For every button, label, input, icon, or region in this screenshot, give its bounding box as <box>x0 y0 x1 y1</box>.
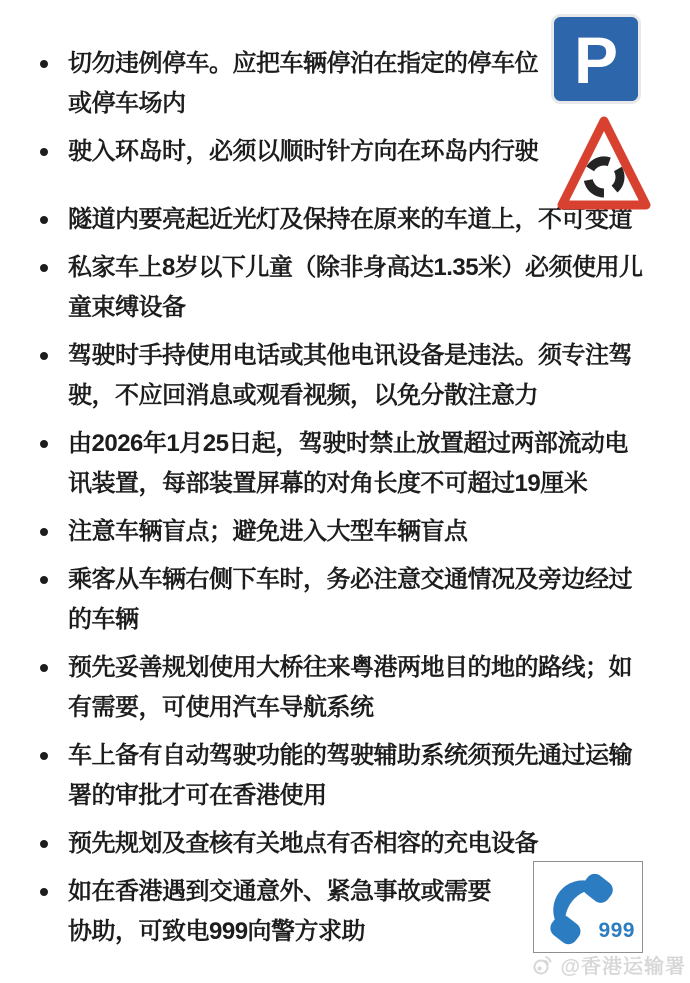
rule-item <box>40 560 650 640</box>
roundabout-triangle-icon <box>556 113 652 215</box>
rule-item <box>40 648 650 728</box>
rule-item <box>40 736 650 816</box>
rule-item <box>40 248 650 328</box>
rule-text: 驶入环岛时，必须以顺时针方向在环岛内行驶 <box>68 138 538 165</box>
parking-sign <box>551 14 641 104</box>
watermark-text: @香港运输署 <box>560 956 686 978</box>
bullet-dot <box>40 440 48 448</box>
bullet-dot <box>40 264 48 272</box>
rule-item <box>40 512 650 552</box>
bullet-dot <box>40 664 48 672</box>
emergency-number: 999 <box>598 919 635 942</box>
rule-text: 由2026年1月25日起，驾驶时禁止放置超过两部流动电讯装置，每部装置屏幕的对角长度不可超过19厘米 <box>68 430 628 497</box>
bullet-dot <box>40 148 48 156</box>
rule-text: 预先妥善规划使用大桥往来粤港两地目的地的路线；如有需要，可使用汽车导航系统 <box>68 654 632 721</box>
rule-text: 如在香港遇到交通意外、紧急事故或需要协助，可致电999向警方求助 <box>68 878 491 945</box>
parking-sign-label: P <box>573 23 619 97</box>
rule-text: 乘客从车辆右侧下车时，务必注意交通情况及旁边经过的车辆 <box>68 566 632 633</box>
bullet-dot <box>40 352 48 360</box>
rule-item <box>40 824 650 864</box>
weibo-icon <box>531 953 555 977</box>
rule-text: 车上备有自动驾驶功能的驾驶辅助系统须预先通过运输署的审批才可在香港使用 <box>68 742 632 809</box>
rule-item <box>40 336 650 416</box>
bullet-dot <box>40 216 48 224</box>
rule-text: 预先规划及查核有关地点有否相容的充电设备 <box>68 830 538 857</box>
rule-text: 驾驶时手持使用电话或其他电讯设备是违法。须专注驾驶，不应回消息或观看视频，以免分散注意力 <box>68 342 632 409</box>
emergency-call-sign <box>533 861 643 953</box>
watermark <box>531 950 686 979</box>
parking-sign-icon <box>551 14 641 104</box>
roundabout-sign-icon <box>556 113 652 215</box>
rule-text: 私家车上8岁以下儿童（除非身高达1.35米）必须使用儿童束缚设备 <box>68 254 643 321</box>
bullet-dot <box>40 840 48 848</box>
bullet-dot <box>40 576 48 584</box>
bullet-dot <box>40 528 48 536</box>
rule-item <box>40 424 650 504</box>
bullet-dot <box>40 888 48 896</box>
rule-text: 注意车辆盲点；避免进入大型车辆盲点 <box>68 518 468 545</box>
bullet-dot <box>40 752 48 760</box>
bullet-dot <box>40 60 48 68</box>
rule-text: 隧道内要亮起近光灯及保持在原来的车道上，不可变道 <box>68 206 632 233</box>
rule-text: 切勿违例停车。应把车辆停泊在指定的停车位或停车场内 <box>68 50 538 117</box>
